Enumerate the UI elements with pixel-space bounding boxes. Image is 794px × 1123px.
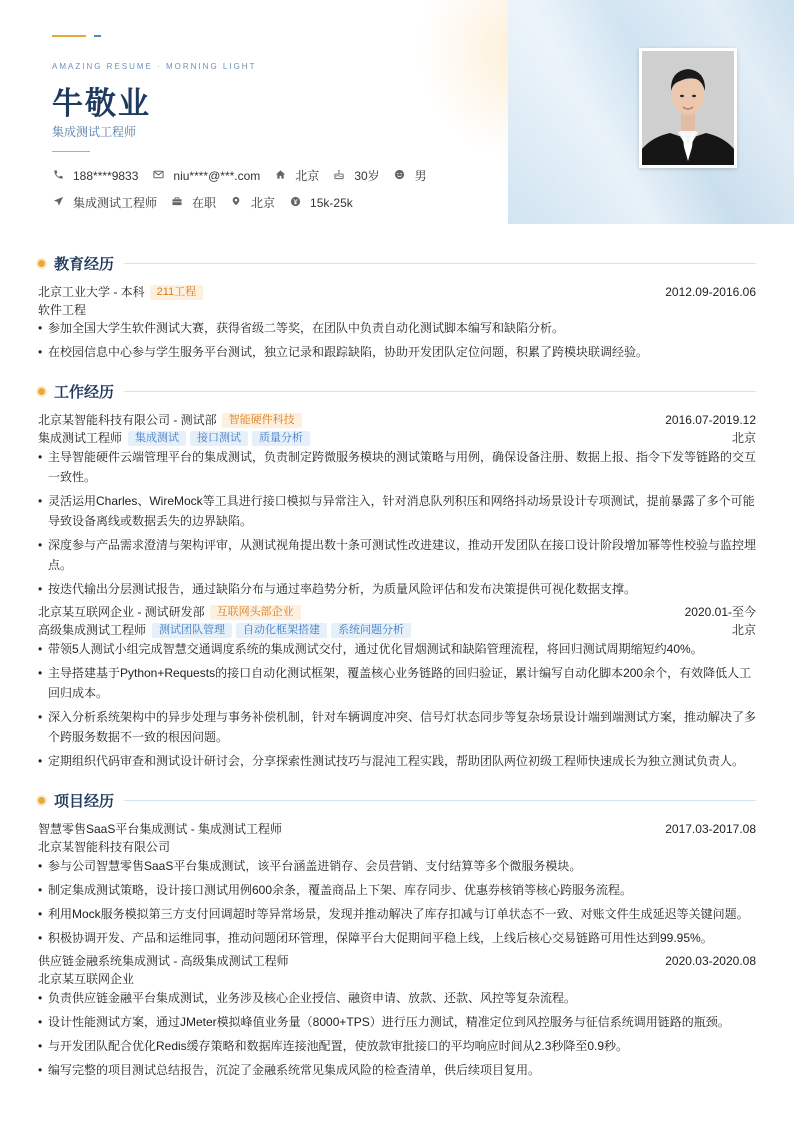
salary-item <box>289 196 353 210</box>
project-name-row <box>38 821 756 837</box>
project-bullet: • 负责供应链金融平台集成测试，业务涉及核心企业授信、融资申请、放款、还款、风控等复杂流程。 <box>38 988 756 1008</box>
job-company: 北京某互联网企业 - 测试研发部 <box>38 605 205 619</box>
project-company-row <box>38 839 756 855</box>
email-text: niu****@***.com <box>173 168 261 183</box>
job-bullet: • 灵活运用Charles、WireMock等工具进行接口模拟与异常注入，针对消息队列积压和网络抖动场景设计专项测试，提前暴露了多个可能导致设备离线或数据丢失的边界缺陷。 <box>38 491 756 531</box>
job-date: 2016.07-2019.12 <box>665 413 756 427</box>
job-status-item <box>171 194 216 211</box>
email-item <box>152 169 260 183</box>
target-city-text: 北京 <box>251 196 276 210</box>
education-major: 软件工程 <box>38 303 87 317</box>
job-bullet: • 深入分析系统架构中的异步处理与事务补偿机制，针对车辆调度冲突、信号灯状态同步等复杂场景设计端到端测试方案，推动解决了多个跨服务数据不一致的根因问题。 <box>38 707 756 747</box>
job-date: 2020.01-至今 <box>684 605 756 619</box>
company-tag-badge: 互联网头部企业 <box>210 605 301 620</box>
job-bullet: • 带领5人测试小组完成智慧交通调度系统的集成测试交付，通过优化冒烟测试和缺陷管理流程，将回归测试周期缩短约40%。 <box>38 639 756 659</box>
job-role-row <box>38 430 756 446</box>
project-company: 北京某互联网企业 <box>38 972 135 986</box>
job-location: 北京 <box>731 623 756 637</box>
accent-line-gold <box>52 35 86 37</box>
name-divider <box>52 151 90 152</box>
salary-icon <box>289 196 301 210</box>
section-dot-icon <box>38 388 45 395</box>
skill-tag-badge: 接口测试 <box>190 431 248 446</box>
work-section-header <box>38 381 756 401</box>
skill-tag-badge: 质量分析 <box>252 431 310 446</box>
profile-photo-frame <box>639 48 737 168</box>
age-item <box>333 167 379 184</box>
hometown-text: 北京 <box>295 169 320 183</box>
education-school: 北京工业大学 - 本科 <box>38 285 145 299</box>
cake-icon <box>333 169 345 183</box>
project-bullet: • 设计性能测试方案，通过JMeter模拟峰值业务量（8000+TPS）进行压力测试，精准定位到风控服务与征信系统调用链路的瓶颈。 <box>38 1012 756 1032</box>
job-bullet: • 深度参与产品需求澄清与架构评审，从测试视角提出数十条可测试性改进建议，推动开发团队在接口设计阶段增加幂等性校验与监控埋点。 <box>38 535 756 575</box>
hometown-item <box>274 167 319 184</box>
briefcase-icon <box>171 196 183 210</box>
project-bullet: • 利用Mock服务模拟第三方支付回调超时等异常场景，发现并推动解决了库存扣减与订单状态不一致、对账文件生成延迟等关键问题。 <box>38 904 756 924</box>
project-name: 智慧零售SaaS平台集成测试 - 集成测试工程师 <box>38 822 283 836</box>
contact-info-row <box>52 167 441 184</box>
target-city-item <box>230 194 275 211</box>
skill-tag-badge: 自动化框架搭建 <box>236 623 327 638</box>
education-school-row <box>38 284 756 300</box>
education-bullet: • 在校园信息中心参与学生服务平台测试，独立记录和跟踪缺陷，协助开发团队定位问题，积累了跨模块联调经验。 <box>38 342 756 362</box>
target-position-text: 集成测试工程师 <box>73 196 158 210</box>
salary-text: 15k-25k <box>310 195 353 210</box>
job-role-row <box>38 622 756 638</box>
profile-photo <box>642 51 734 165</box>
project-bullet: • 与开发团队配合优化Redis缓存策略和数据库连接池配置，使放款审批接口的平均响应时间从2.3秒降至0.9秒。 <box>38 1036 756 1056</box>
target-position-item <box>52 194 157 211</box>
project-date: 2017.03-2017.08 <box>665 822 756 836</box>
project-name-row <box>38 953 756 969</box>
job-company-row <box>38 412 756 428</box>
work-section-title: 工作经历 <box>54 383 115 401</box>
job-role: 高级集成测试工程师 <box>38 623 147 637</box>
candidate-name: 牛敬业 <box>52 86 151 121</box>
project-name: 供应链金融系统集成测试 - 高级集成测试工程师 <box>38 954 289 968</box>
skill-tag-badge: 系统问题分析 <box>331 623 411 638</box>
phone-icon <box>52 169 64 183</box>
section-dot-icon <box>38 797 45 804</box>
mail-icon <box>152 169 164 183</box>
section-dot-icon <box>38 260 45 267</box>
job-bullet: • 主导智能硬件云端管理平台的集成测试，负责制定跨微服务模块的测试策略与用例，确保设备注册、数据上报、指令下发等链路的交互一致性。 <box>38 447 756 487</box>
project-bullet: • 制定集成测试策略，设计接口测试用例600余条，覆盖商品上下架、库存同步、优惠券核销等核心跨服务流程。 <box>38 880 756 900</box>
home-icon <box>274 169 286 183</box>
project-company: 北京某智能科技有限公司 <box>38 840 171 854</box>
send-icon <box>52 196 64 210</box>
gender-icon <box>394 169 406 183</box>
job-bullet: • 定期组织代码审查和测试设计研讨会，分享探索性测试技巧与混沌工程实践，帮助团队两位初级工程师快速成长为独立测试负责人。 <box>38 751 756 771</box>
projects-section-header <box>38 790 756 810</box>
candidate-job-title: 集成测试工程师 <box>52 125 137 139</box>
education-date: 2012.09-2016.06 <box>665 285 756 299</box>
phone-item <box>52 169 138 183</box>
accent-line-blue <box>94 35 101 37</box>
job-company-row <box>38 604 756 620</box>
projects-section-title: 项目经历 <box>54 792 115 810</box>
gender-item <box>394 167 427 184</box>
project-bullet: • 积极协调开发、产品和运维同事，推动问题闭环管理，保障平台大促期间平稳上线，上线后核心交易链路可用性达到99.95%。 <box>38 928 756 948</box>
phone-text: 188****9833 <box>73 168 139 183</box>
education-section-header <box>38 253 756 273</box>
job-intent-row <box>52 194 367 211</box>
job-bullet: • 主导搭建基于Python+Requests的接口自动化测试框架，覆盖核心业务链路的回归验证，累计编写自动化脚本200余个，有效降低人工回归成本。 <box>38 663 756 703</box>
skill-tag-badge: 测试团队管理 <box>152 623 232 638</box>
gender-text: 男 <box>414 169 427 183</box>
project-company-row <box>38 971 756 987</box>
resume-tagline: AMAZING RESUME · MORNING LIGHT <box>52 62 257 71</box>
education-section-title: 教育经历 <box>54 255 115 273</box>
education-major-row <box>38 302 756 318</box>
job-bullet: • 按迭代输出分层测试报告，通过缺陷分布与通过率趋势分析，为质量风险评估和发布决策提供可视化数据支撑。 <box>38 579 756 599</box>
section-divider <box>124 800 756 801</box>
school-tag-badge: 211工程 <box>150 285 204 300</box>
skill-tag-badge: 集成测试 <box>128 431 186 446</box>
job-role: 集成测试工程师 <box>38 431 123 445</box>
project-bullet: • 编写完整的项目测试总结报告，沉淀了金融系统常见集成风险的检查清单，供后续项目复用。 <box>38 1060 756 1080</box>
education-bullet: • 参加全国大学生软件测试大赛，获得省级二等奖，在团队中负责自动化测试脚本编写和缺陷分析。 <box>38 318 756 338</box>
project-bullet: • 参与公司智慧零售SaaS平台集成测试，该平台涵盖进销存、会员营销、支付结算等多个微服务模块。 <box>38 856 756 876</box>
age-text: 30岁 <box>354 169 380 183</box>
section-divider <box>124 263 756 264</box>
company-tag-badge: 智能硬件科技 <box>222 413 302 428</box>
job-location: 北京 <box>731 431 756 445</box>
section-divider <box>124 391 756 392</box>
job-status-text: 在职 <box>192 196 217 210</box>
project-date: 2020.03-2020.08 <box>665 954 756 968</box>
job-company: 北京某智能科技有限公司 - 测试部 <box>38 413 217 427</box>
location-pin-icon <box>230 195 242 210</box>
